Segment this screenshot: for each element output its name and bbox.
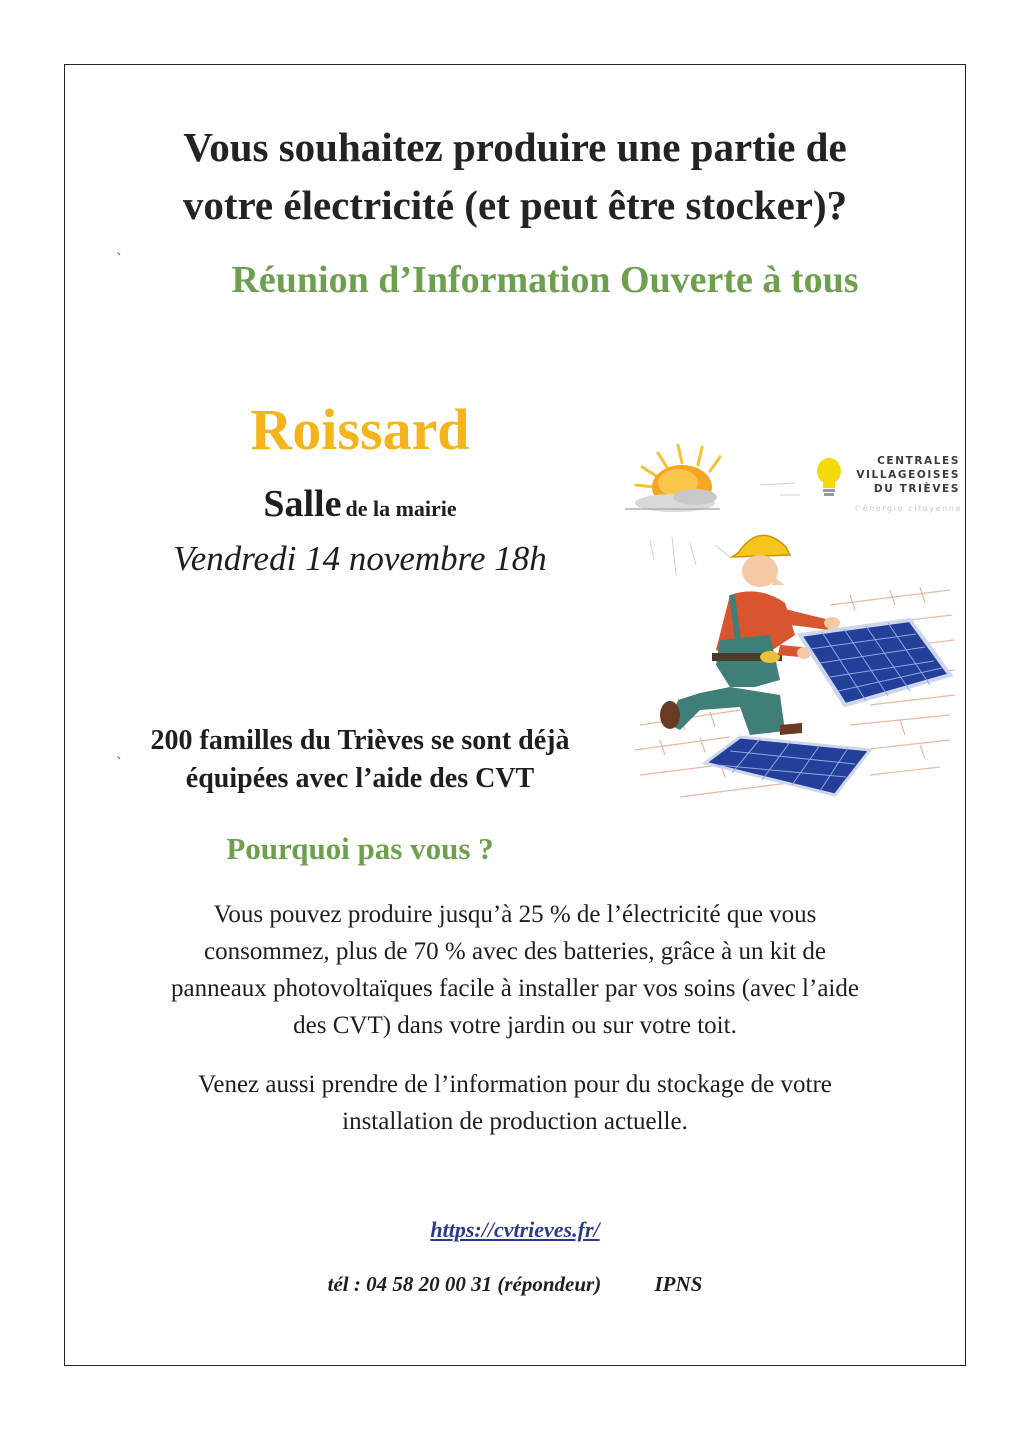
paragraph-1-line-2: consommez, plus de 70 % avec des batteries, grâce à un kit de xyxy=(204,938,826,965)
logo-line-2: VILLAGEOISES xyxy=(856,469,960,481)
paragraph-storage xyxy=(110,1066,920,1140)
venue-detail: de la mairie xyxy=(345,496,457,521)
lightbulb-icon xyxy=(814,456,844,500)
event-town: Roissard xyxy=(250,397,470,462)
ipns-label: IPNS xyxy=(654,1272,703,1296)
why-not-you: Pourquoi pas vous ? xyxy=(226,831,494,866)
event-date: Vendredi 14 novembre 18h xyxy=(173,539,547,578)
headline xyxy=(64,118,966,234)
logo-tagline: l'énergie citoyenne xyxy=(854,504,962,513)
paragraph-1-line-4: des CVT) dans votre jardin ou sur votre toit. xyxy=(293,1012,737,1039)
phone-number: tél : 04 58 20 00 31 (répondeur) xyxy=(327,1272,602,1296)
families-statement xyxy=(110,722,610,798)
stray-mark-2: ` xyxy=(116,756,123,772)
paragraph-1-line-3: panneaux photovoltaïques facile à installer par vos soins (avec l’aide xyxy=(171,975,859,1002)
paragraph-production xyxy=(110,896,920,1044)
logo-line-1: CENTRALES xyxy=(877,455,960,467)
headline-line-1: Vous souhaitez produire une partie de xyxy=(183,124,847,170)
venue-name: Salle xyxy=(263,483,342,525)
families-line-1: 200 familles du Trièves se sont déjà xyxy=(150,725,570,756)
contact-footer xyxy=(64,1268,966,1300)
website-link[interactable]: https://cvtrieves.fr/ xyxy=(430,1217,600,1242)
paragraph-1-line-1: Vous pouvez produire jusqu’à 25 % de l’électricité que vous xyxy=(213,901,817,928)
solar-panel-main xyxy=(800,620,950,705)
families-line-2: équipées avec l’aide des CVT xyxy=(185,763,535,794)
subheadline: Réunion d’Information Ouverte à tous xyxy=(231,259,859,301)
paragraph-2-line-1: Venez aussi prendre de l’information pour du stockage de votre xyxy=(198,1071,832,1098)
stray-mark: ` xyxy=(116,252,123,268)
paragraph-2-line-2: installation de production actuelle. xyxy=(342,1108,688,1135)
logo-line-3: DU TRIÈVES xyxy=(873,483,960,495)
headline-line-2: votre électricité (et peut être stocker)? xyxy=(182,182,848,228)
solar-panel-lower xyxy=(705,737,870,795)
cvt-logo xyxy=(814,448,964,526)
event-venue xyxy=(120,478,600,538)
